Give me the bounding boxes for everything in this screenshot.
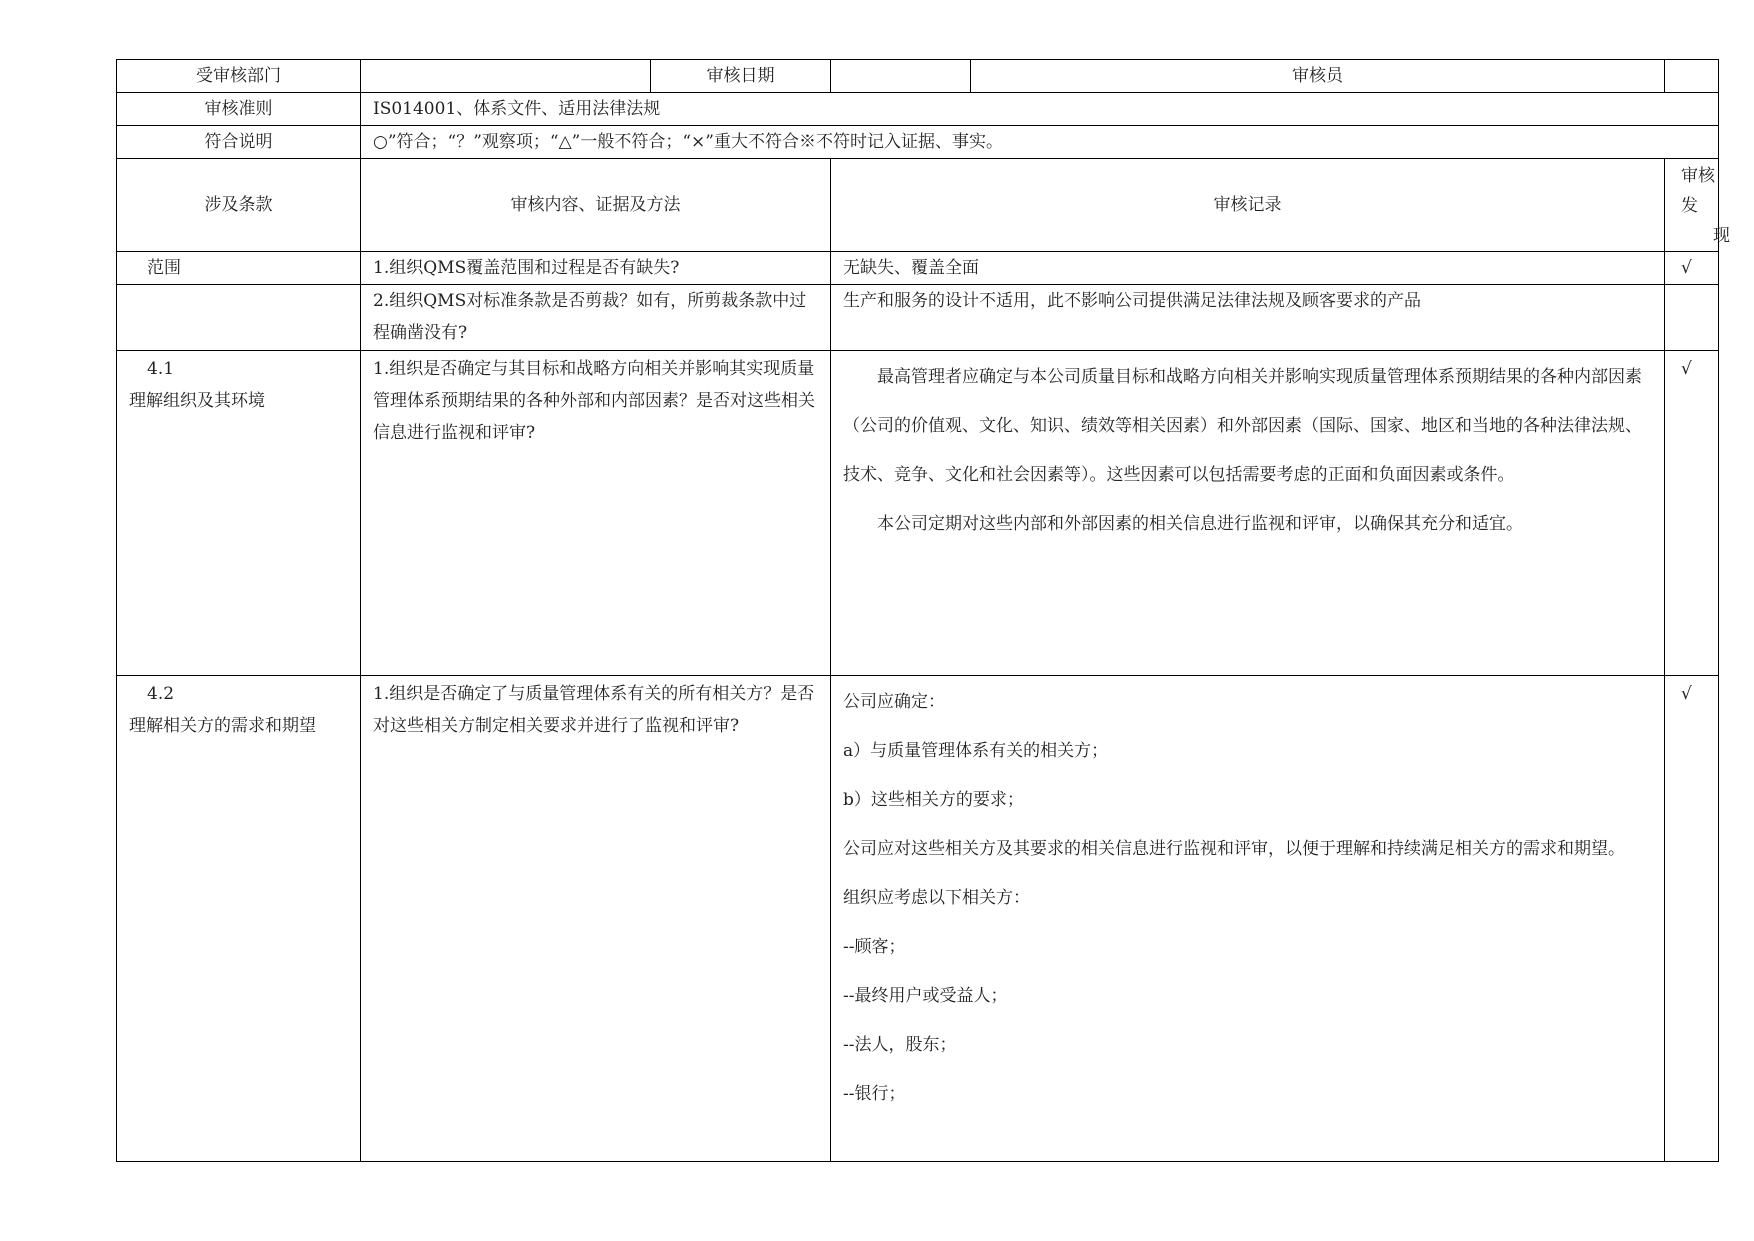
record-paragraph: 本公司定期对这些内部和外部因素的相关信息进行监视和评审，以确保其充分和适宜。	[877, 514, 1523, 534]
col-header-finding-line1: 审核发	[1681, 166, 1715, 216]
content-cell: 2.组织QMS对标准条款是否剪裁？如有，所剪裁条款中过程确凿没有?	[361, 285, 831, 351]
date-label: 审核日期	[651, 60, 831, 93]
record-line: --最终用户或受益人；	[843, 986, 1008, 1006]
record-cell: 生产和服务的设计不适用，此不影响公司提供满足法律法规及顾客要求的产品	[831, 285, 1665, 351]
table-row	[117, 252, 1719, 285]
record-line: --银行；	[843, 1084, 906, 1104]
finding-cell: √	[1665, 676, 1719, 1162]
auditor-label: 审核员	[971, 60, 1665, 93]
clause-name: 理解相关方的需求和期望	[129, 716, 316, 736]
col-header-content: 审核内容、证据及方法	[361, 159, 831, 252]
audit-checklist-table	[116, 59, 1730, 1162]
auditor-value	[1665, 60, 1719, 93]
conformity-value: ○”符合；“？”观察项；“△”一般不符合；“×”重大不符合※不符时记入证据、事实。	[361, 126, 1719, 159]
criteria-label: 审核准则	[117, 93, 361, 126]
record-line: 公司应确定：	[843, 692, 945, 712]
record-line: 公司应对这些相关方及其要求的相关信息进行监视和评审，以便于理解和持续满足相关方的需求和期望。	[843, 839, 1625, 859]
header-row-criteria	[117, 93, 1719, 126]
finding-cell	[1665, 285, 1719, 351]
header-row-conformity	[117, 126, 1719, 159]
clause-cell	[117, 676, 361, 1162]
dept-label: 受审核部门	[117, 60, 361, 93]
header-row-department	[117, 60, 1719, 93]
record-line: --法人，股东；	[843, 1035, 957, 1055]
record-line: --顾客；	[843, 937, 906, 957]
audit-checklist-sheet	[116, 59, 1730, 1162]
table-row	[117, 351, 1719, 676]
record-line: a）与质量管理体系有关的相关方；	[843, 741, 1109, 761]
column-header-row	[117, 159, 1719, 252]
clause-cell: 范围	[117, 252, 361, 285]
dept-value	[361, 60, 651, 93]
date-value	[831, 60, 971, 93]
record-paragraph: 最高管理者应确定与本公司质量目标和战略方向相关并影响实现质量管理体系预期结果的各种内部因素（公司的价值观、文化、知识、绩效等相关因素）和外部因素（国际、国家、地区和当地的各种法律法规、技术、竞争、文化和社会因素等）。这些因素可以包括需要考虑的正面和负面因素或条件。	[843, 367, 1642, 485]
record-line: 组织应考虑以下相关方：	[843, 888, 1030, 908]
content-cell: 1.组织是否确定了与质量管理体系有关的所有相关方？是否对这些相关方制定相关要求并进行了监视和评审?	[361, 676, 831, 1162]
content-cell: 1.组织QMS覆盖范围和过程是否有缺失?	[361, 252, 831, 285]
record-cell: 无缺失、覆盖全面	[831, 252, 1665, 285]
col-header-finding-line2: 现	[1713, 226, 1730, 246]
finding-cell: √	[1665, 252, 1719, 285]
clause-cell	[117, 285, 361, 351]
record-line: b）这些相关方的要求；	[843, 790, 1024, 810]
table-row	[117, 285, 1719, 351]
col-header-finding	[1665, 159, 1730, 252]
conformity-label: 符合说明	[117, 126, 361, 159]
record-cell	[831, 676, 1665, 1162]
clause-name: 理解组织及其环境	[129, 391, 265, 411]
clause-cell	[117, 351, 361, 676]
clause-number: 4.2	[147, 684, 175, 704]
table-row	[117, 676, 1719, 1162]
criteria-value: IS014001、体系文件、适用法律法规	[361, 93, 1719, 126]
finding-cell: √	[1665, 351, 1719, 676]
clause-number: 4.1	[147, 359, 175, 379]
record-cell	[831, 351, 1665, 676]
content-cell: 1.组织是否确定与其目标和战略方向相关并影响其实现质量管理体系预期结果的各种外部和内部因素？是否对这些相关信息进行监视和评审?	[361, 351, 831, 676]
col-header-record: 审核记录	[831, 159, 1665, 252]
col-header-clause: 涉及条款	[117, 159, 361, 252]
